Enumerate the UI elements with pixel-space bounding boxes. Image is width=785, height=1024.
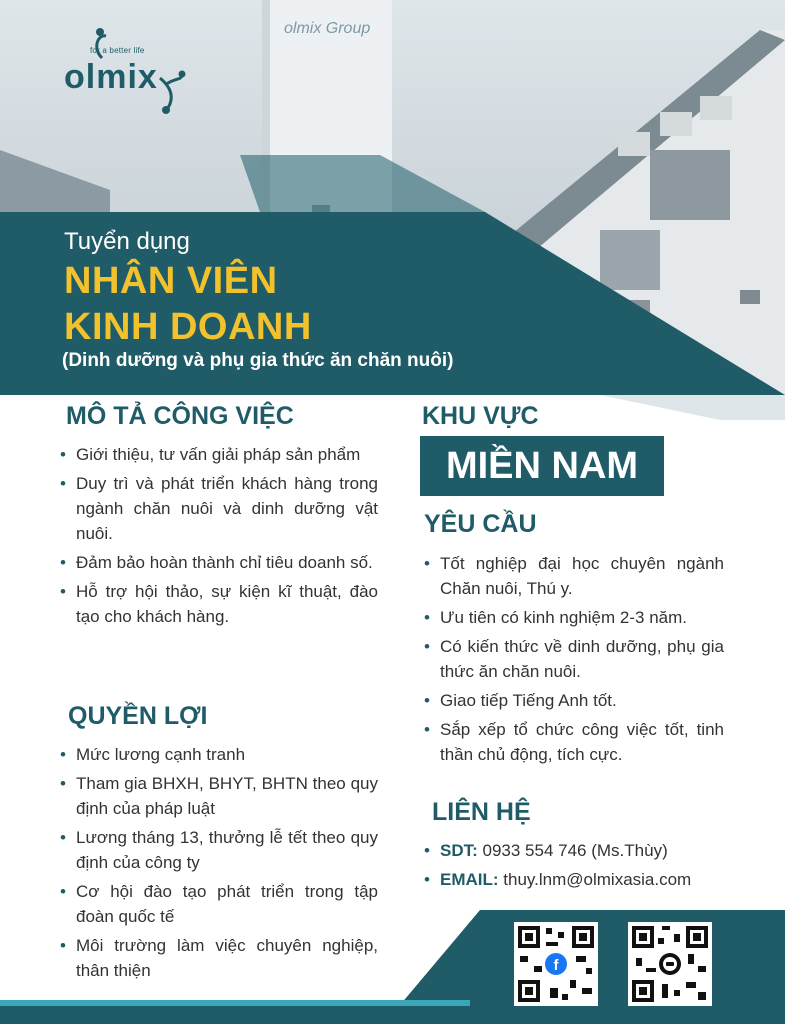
list-item: • Có kiến thức về dinh dưỡng, phụ gia thức ăn chăn nuôi. <box>422 634 724 684</box>
requirements-heading: YÊU CẦU <box>424 510 537 538</box>
logo-tagline: for a better life <box>90 46 145 55</box>
list-item: • Cơ hội đào tạo phát triển trong tập đoàn quốc tế <box>58 879 378 929</box>
list-item: • Giao tiếp Tiếng Anh tốt. <box>422 688 724 713</box>
list-item: • Hỗ trợ hội thảo, sự kiện kĩ thuật, đào tạo cho khách hàng. <box>58 579 378 629</box>
recruit-label: Tuyển dụng <box>64 228 190 255</box>
list-item: • Giới thiệu, tư vấn giải pháp sản phẩm <box>58 442 378 467</box>
job-title-line1: NHÂN VIÊN <box>64 260 278 302</box>
facebook-icon <box>545 953 567 975</box>
phone-label: SDT: <box>440 841 478 860</box>
requirements-list <box>422 551 724 771</box>
job-subtitle: (Dinh dưỡng và phụ gia thức ăn chăn nuôi) <box>62 350 454 371</box>
list-item: • Tham gia BHXH, BHYT, BHTN theo quy định của pháp luật <box>58 771 378 821</box>
zalo-qr-code[interactable] <box>628 922 712 1006</box>
email-label: EMAIL: <box>440 870 499 889</box>
phone-value[interactable]: 0933 554 746 (Ms.Thùy) <box>482 841 668 860</box>
facebook-qr-code[interactable] <box>514 922 598 1006</box>
job-title-line2: KINH DOANH <box>64 306 312 348</box>
list-item: • Môi trường làm việc chuyên nghiệp, thân thiện <box>58 933 378 983</box>
contact-list <box>422 838 762 896</box>
job-description-heading: MÔ TẢ CÔNG VIỆC <box>66 402 294 430</box>
contact-email <box>422 867 762 892</box>
list-item: • Đảm bảo hoàn thành chỉ tiêu doanh số. <box>58 550 378 575</box>
job-description-list <box>58 442 378 633</box>
list-item: • Duy trì và phát triển khách hàng trong ngành chăn nuôi và dinh dưỡng vật nuôi. <box>58 471 378 546</box>
benefits-heading: QUYỀN LỢI <box>68 702 208 730</box>
list-item: • Sắp xếp tổ chức công việc tốt, tinh thần chủ động, tích cực. <box>422 717 724 767</box>
contact-heading: LIÊN HỆ <box>432 798 531 826</box>
zalo-icon <box>659 953 681 975</box>
region-heading: KHU VỰC <box>422 402 539 430</box>
contact-phone <box>422 838 762 863</box>
list-item: • Tốt nghiệp đại học chuyên ngành Chăn nuôi, Thú y. <box>422 551 724 601</box>
region-value: MIỀN NAM <box>420 436 664 496</box>
list-item: • Ưu tiên có kinh nghiệm 2-3 năm. <box>422 605 724 630</box>
svg-text:f: f <box>553 957 559 974</box>
logo-wordmark: olmix <box>64 58 158 96</box>
list-item: • Mức lương cạnh tranh <box>58 742 378 767</box>
email-value[interactable]: thuy.lnm@olmixasia.com <box>503 870 692 889</box>
building-sign: olmix Group <box>284 20 371 37</box>
list-item: • Lương tháng 13, thưởng lễ tết theo quy định của công ty <box>58 825 378 875</box>
